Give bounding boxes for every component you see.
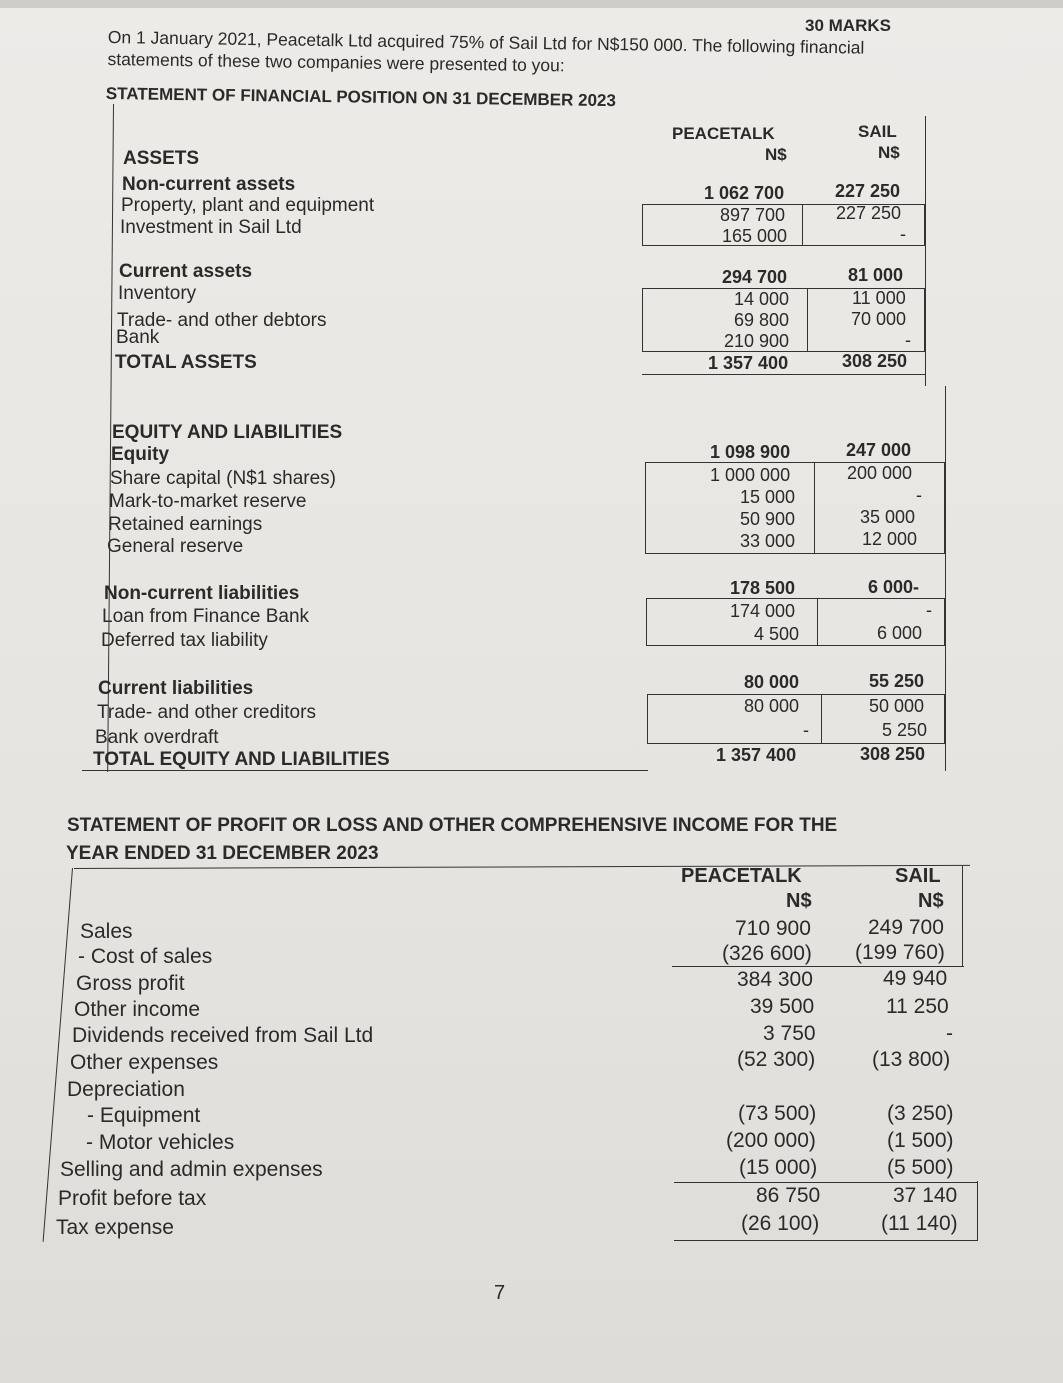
sfp-sail-value: 70 000	[851, 309, 907, 329]
pl-currency-peacetalk: N$	[786, 890, 812, 912]
pl-sail-value: (3 250)	[887, 1102, 954, 1125]
sfp-sail-value: 308 250	[842, 351, 908, 371]
pl-peacetalk-value: 384 300	[737, 968, 813, 991]
sfp-row-label: Mark-to-market reserve	[109, 491, 307, 512]
pl-sail-value: 37 140	[893, 1184, 958, 1207]
sfp-peacetalk-value: 1 098 900	[710, 442, 791, 462]
pl-peacetalk-value: 39 500	[750, 995, 815, 1018]
sfp-right-border-lower	[945, 386, 946, 771]
sfp-peacetalk-value: 4 500	[754, 624, 800, 644]
sfp-row-label: TOTAL EQUITY AND LIABILITIES	[93, 749, 390, 770]
sfp-row-label: ASSETS	[123, 148, 200, 169]
sfp-total-assets-underline	[642, 374, 925, 375]
sfp-peacetalk-value: 1 357 400	[716, 745, 797, 765]
sfp-sail-value: 308 250	[860, 744, 926, 764]
sfp-sail-value: 81 000	[848, 265, 904, 285]
sfp-row-label: Bank overdraft	[95, 727, 219, 748]
pl-profit-before-tax-rule	[674, 1182, 978, 1183]
sfp-row-label: Deferred tax liability	[101, 630, 268, 651]
pl-sail-value: 49 940	[883, 967, 948, 990]
question-intro: On 1 January 2021, Peacetalk Ltd acquired 75% of Sail Ltd for N$150 000. The following financial statements of these two companies were presented to you:	[107, 26, 865, 76]
sfp-row-label: Trade- and other creditors	[97, 702, 316, 723]
sfp-peacetalk-value: 1 000 000	[710, 465, 791, 485]
pl-row-label: - Equipment	[87, 1104, 201, 1127]
sfp-row-label: Equity	[111, 444, 170, 465]
sfp-peacetalk-value: 69 800	[734, 310, 790, 330]
sfp-row-label: Loan from Finance Bank	[102, 606, 310, 627]
sfp-peacetalk-value: 50 900	[740, 509, 796, 529]
sfp-sail-value: 6 000	[877, 623, 923, 643]
sfp-sail-value: 200 000	[847, 463, 913, 483]
pl-peacetalk-value: (52 300)	[737, 1048, 816, 1071]
pl-peacetalk-value: (326 600)	[722, 942, 812, 965]
pl-peacetalk-value: (15 000)	[739, 1156, 818, 1179]
sfp-peacetalk-value: 33 000	[740, 531, 796, 551]
sfp-row-label: Property, plant and equipment	[121, 195, 375, 216]
pl-row-label: Profit before tax	[58, 1187, 207, 1210]
sfp-peacetalk-value: 174 000	[730, 601, 796, 621]
pl-sail-value: (11 140)	[881, 1212, 958, 1235]
pl-row-label: Sales	[80, 920, 133, 943]
sfp-row-label: Non-current assets	[122, 174, 296, 195]
pl-row-label: Depreciation	[67, 1078, 185, 1101]
sfp-peacetalk-value: 178 500	[730, 578, 796, 598]
pl-row-label: Tax expense	[56, 1216, 174, 1239]
sfp-right-border	[925, 116, 926, 386]
sfp-title: STATEMENT OF FINANCIAL POSITION ON 31 DECEMBER 2023	[105, 84, 617, 111]
pl-sail-value: (13 800)	[872, 1048, 951, 1071]
pl-right-border-lower	[977, 1181, 978, 1241]
sfp-sail-value: -	[900, 224, 906, 244]
sfp-divider	[821, 694, 822, 744]
sfp-peacetalk-value: 897 700	[720, 205, 786, 225]
pl-peacetalk-value: 710 900	[735, 917, 811, 940]
sfp-peacetalk-value: 80 000	[744, 672, 800, 692]
sfp-row-label: Trade- and other debtors	[117, 310, 327, 331]
sfp-peacetalk-value: -	[803, 720, 809, 740]
pl-sail-value: (5 500)	[887, 1156, 954, 1179]
pl-sail-value: (1 500)	[887, 1129, 954, 1152]
sfp-peacetalk-value: 1 357 400	[708, 353, 789, 373]
sfp-sail-value: 55 250	[869, 671, 925, 691]
sfp-peacetalk-value: 15 000	[740, 487, 796, 507]
sfp-currency-sail: N$	[878, 143, 900, 162]
sfp-sail-value: 247 000	[846, 440, 912, 460]
sfp-divider	[817, 598, 818, 646]
sfp-peacetalk-value: 14 000	[734, 289, 790, 309]
pl-row-label: Selling and admin expenses	[60, 1158, 323, 1181]
pl-peacetalk-value: (200 000)	[726, 1129, 816, 1152]
sfp-row-label: EQUITY AND LIABILITIES	[112, 422, 343, 443]
sfp-sail-value: -	[916, 485, 922, 505]
sfp-sail-value: 50 000	[869, 696, 925, 716]
sfp-sail-value: 227 250	[835, 181, 901, 201]
pl-row-label: Dividends received from Sail Ltd	[72, 1024, 374, 1047]
sfp-row-label: Investment in Sail Ltd	[120, 217, 302, 238]
sfp-sail-value: 12 000	[862, 529, 918, 549]
pl-title-line1: STATEMENT OF PROFIT OR LOSS AND OTHER COMPREHENSIVE INCOME FOR THE	[67, 815, 838, 836]
pl-row-label: - Cost of sales	[78, 945, 213, 968]
pl-row-label: Other income	[74, 998, 201, 1021]
question-marks: 30 MARKS	[805, 16, 891, 35]
pl-sail-value: -	[946, 1022, 953, 1045]
sfp-currency-peacetalk: N$	[765, 145, 787, 164]
sfp-sail-value: 11 000	[852, 288, 906, 308]
pl-sail-value: 11 250	[886, 995, 949, 1018]
sfp-row-label: Non-current liabilities	[104, 583, 300, 604]
sfp-sail-value: 6 000-	[868, 577, 920, 597]
pl-title-line2: YEAR ENDED 31 DECEMBER 2023	[66, 843, 379, 864]
sfp-row-label: Current assets	[119, 261, 253, 282]
pl-sail-value: (199 760)	[855, 941, 945, 964]
sfp-row-label: Inventory	[118, 283, 197, 304]
pl-col-sail: SAIL	[895, 865, 941, 887]
sfp-row-label: Current liabilities	[98, 678, 254, 699]
pl-top-border	[74, 865, 970, 869]
pl-row-label: Other expenses	[70, 1051, 219, 1074]
pl-left-border	[43, 868, 73, 1242]
sfp-sail-value: 5 250	[882, 720, 928, 740]
sfp-row-label: General reserve	[107, 536, 244, 557]
pl-peacetalk-value: 86 750	[756, 1184, 821, 1207]
sfp-peacetalk-value: 294 700	[722, 267, 788, 287]
pl-sail-value: 249 700	[868, 916, 944, 939]
pl-peacetalk-value: (26 100)	[741, 1212, 820, 1235]
sfp-row-label: Retained earnings	[108, 514, 263, 535]
pl-right-border	[962, 866, 963, 966]
sfp-sail-value: -	[926, 600, 932, 620]
sfp-row-label: TOTAL ASSETS	[115, 352, 257, 373]
sfp-row-label: Share capital (N$1 shares)	[110, 468, 336, 489]
pl-row-label: - Motor vehicles	[86, 1131, 235, 1154]
page-number: 7	[494, 1282, 506, 1304]
sfp-divider	[802, 204, 803, 246]
sfp-divider	[807, 288, 808, 352]
sfp-divider	[814, 462, 815, 554]
sfp-peacetalk-value: 1 062 700	[704, 183, 785, 203]
sfp-row-label: Bank	[116, 327, 160, 348]
pl-col-peacetalk: PEACETALK	[681, 865, 802, 887]
sfp-sail-value: 35 000	[860, 507, 916, 527]
pl-row-label: Gross profit	[76, 972, 185, 995]
pl-peacetalk-value: 3 750	[763, 1022, 816, 1045]
sfp-col-sail: SAIL	[858, 122, 897, 141]
pl-bottom-rule	[674, 1240, 978, 1241]
sfp-peacetalk-value: 165 000	[722, 226, 788, 246]
sfp-sail-value: -	[905, 330, 911, 350]
page-top-edge	[0, 0, 1063, 8]
sfp-peacetalk-value: 210 900	[724, 331, 790, 351]
sfp-sail-value: 227 250	[836, 203, 902, 223]
pl-peacetalk-value: (73 500)	[738, 1102, 817, 1125]
pl-currency-sail: N$	[918, 890, 944, 912]
sfp-col-peacetalk: PEACETALK	[672, 124, 775, 143]
sfp-peacetalk-value: 80 000	[744, 696, 800, 716]
